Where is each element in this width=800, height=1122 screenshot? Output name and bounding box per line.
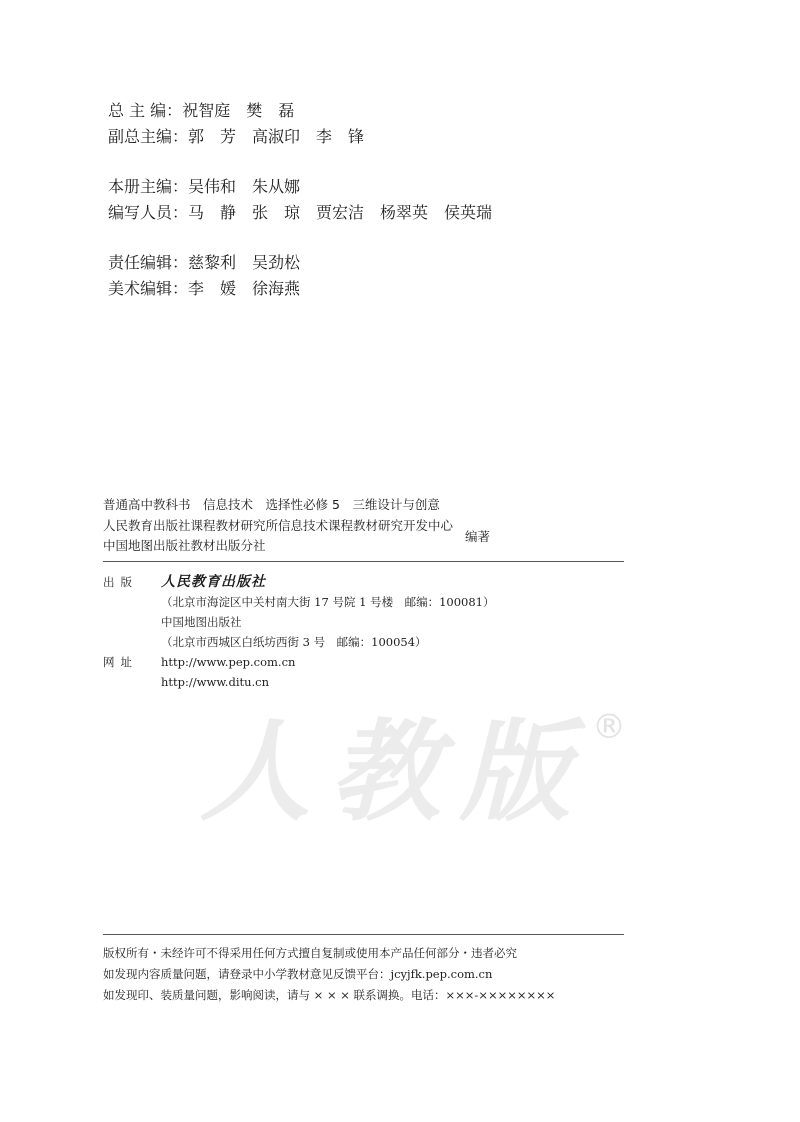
credit-value: 祝智庭 樊 磊	[182, 101, 295, 120]
divider-line	[103, 934, 624, 935]
organization-name: 中国地图出版社教材出版分社	[103, 538, 266, 553]
credit-value: 郭 芳 高淑印 李 锋	[188, 127, 365, 146]
website-link[interactable]: http://www.pep.com.cn	[161, 655, 296, 669]
credit-row-chief-editor	[108, 98, 492, 124]
editorial-credits	[108, 98, 492, 302]
authoring-role: 编著	[465, 529, 491, 544]
credit-row-writers	[108, 200, 492, 226]
credit-label: 编写人员：	[108, 203, 189, 222]
organization-name: 人民教育出版社课程教材研究所信息技术课程教材研究开发中心	[103, 518, 454, 533]
credit-value: 吴伟和 朱从娜	[188, 177, 301, 196]
credit-value: 李 媛 徐海燕	[188, 279, 301, 298]
website-link[interactable]: http://www.ditu.cn	[161, 675, 270, 689]
registered-mark-icon: ®	[592, 707, 626, 747]
publisher-watermark-logo	[180, 690, 640, 850]
credit-row-art-editor	[108, 276, 492, 302]
divider-line	[103, 561, 624, 562]
print-quality-notice: 如发现印、装质量问题，影响阅读，请与 × × × 联系调换。电话：×××-××××××××	[103, 988, 556, 1002]
copyright-notice: 版权所有・未经许可不得采用任何方式擅自复制或使用本产品任何部分・违者必究	[103, 946, 517, 960]
credit-label: 责任编辑：	[108, 253, 189, 272]
book-info-block	[103, 495, 490, 556]
credit-row-deputy-chief-editor	[108, 124, 492, 150]
credit-row-volume-editor	[108, 174, 492, 200]
credit-label: 总 主 编：	[108, 101, 183, 120]
credit-label: 本册主编：	[108, 177, 189, 196]
publisher-logotype: 人民教育出版社	[161, 574, 266, 590]
website-label: 网址	[103, 655, 138, 669]
publisher-label: 出版	[103, 575, 138, 589]
credit-value: 马 静 张 琼 贾宏洁 杨翠英 侯英瑞	[188, 203, 493, 222]
legal-notices	[103, 943, 555, 1006]
credit-label: 副总主编：	[108, 127, 189, 146]
co-publisher-address: （北京市西城区白纸坊西街 3 号 邮编：100054）	[161, 635, 427, 649]
publisher-address: （北京市海淀区中关村南大街 17 号院 1 号楼 邮编：100081）	[161, 595, 495, 609]
authoring-organizations	[103, 516, 490, 556]
co-publisher-name: 中国地图出版社	[161, 615, 242, 629]
feedback-notice: 如发现内容质量问题，请登录中小学教材意见反馈平台：jcyjfk.pep.com.cn	[103, 967, 493, 981]
book-title: 普通高中教科书 信息技术 选择性必修 5 三维设计与创意	[103, 497, 440, 512]
credit-value: 慈黎利 吴劲松	[188, 253, 301, 272]
credit-label: 美术编辑：	[108, 279, 189, 298]
watermark-text: 人教版	[200, 707, 590, 836]
credit-row-responsible-editor	[108, 250, 492, 276]
